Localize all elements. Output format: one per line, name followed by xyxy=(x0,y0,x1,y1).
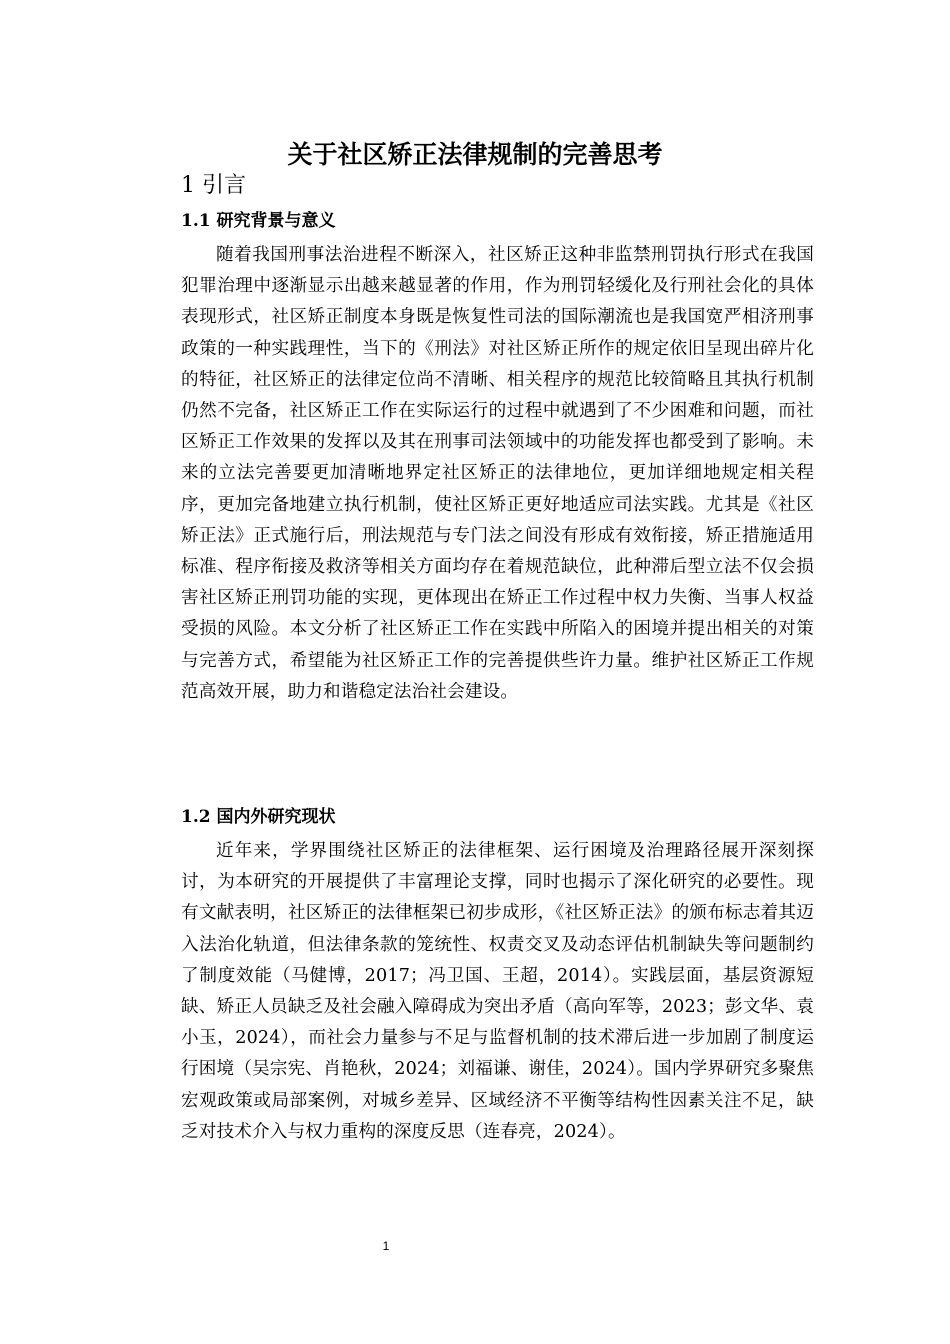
document-title: 关于社区矫正法律规制的完善思考 xyxy=(287,140,663,169)
subsection-heading-1-1: 1.1 研究背景与意义 xyxy=(181,211,336,231)
page-number: 1 xyxy=(382,1239,390,1253)
subsection-heading-1-2: 1.2 国内外研究现状 xyxy=(181,807,336,827)
paragraph-research-background: 随着我国刑事法治进程不断深入，社区矫正这种非监禁刑罚执行形式在我国犯罪治理中逐渐显示出越来越显著的作用，作为刑罚轻缓化及行刑社会化的具体表现形式，社区矫正制度本身既是恢复性司法的国际潮流也是我国宽严相济刑事政策的一种实践理性，当下的《刑法》对社区矫正所作的规定依旧呈现出碎片化的特征，社区矫正的法律定位尚不清晰、相关程序的规范比较简略且其执行机制仍然不完备，社区矫正工作在实际运行的过程中就遇到了不少困难和问题，而社区矫正工作效果的发挥以及其在刑事司法领域中的功能发挥也都受到了影响。未来的立法完善要更加清晰地界定社区矫正的法律地位，更加详细地规定相关程序，更加完备地建立执行机制，使社区矫正更好地适应司法实践。尤其是《社区矫正法》正式施行后，刑法规范与专门法之间没有形成有效衔接，矫正措施适用标准、程序衔接及救济等相关方面均存在着规范缺位，此种滞后型立法不仅会损害社区矫正刑罚功能的实现，更体现出在矫正工作过程中权力失衡、当事人权益受损的风险。本文分析了社区矫正工作在实践中所陷入的困境并提出相关的对策与完善方式，希望能为社区矫正工作的完善提供些许力量。维护社区矫正工作规范高效开展，助力和谐稳定法治社会建设。 xyxy=(181,245,814,702)
section-heading-1: 1 引言 xyxy=(181,173,246,198)
paragraph-research-status: 近年来，学界围绕社区矫正的法律框架、运行困境及治理路径展开深刻探讨，为本研究的开展提供了丰富理论支撑，同时也揭示了深化研究的必要性。现有文献表明，社区矫正的法律框架已初步成形，《社区矫正法》的颁布标志着其迈入法治化轨道，但法律条款的笼统性、权责交叉及动态评估机制缺失等问题制约了制度效能（马健博，2017；冯卫国、王超，2014）。实践层面，基层资源短缺、矫正人员缺乏及社会融入障碍成为突出矛盾（高向军等，2023；彭文华、袁小玉，2024），而社会力量参与不足与监督机制的技术滞后进一步加剧了制度运行困境（吴宗宪、肖艳秋，2024；刘福谦、谢佳，2024）。国内学界研究多聚焦宏观政策或局部案例，对城乡差异、区域经济不平衡等结构性因素关注不足，缺乏对技术介入与权力重构的深度反思（连春亮，2024）。 xyxy=(181,841,814,1142)
